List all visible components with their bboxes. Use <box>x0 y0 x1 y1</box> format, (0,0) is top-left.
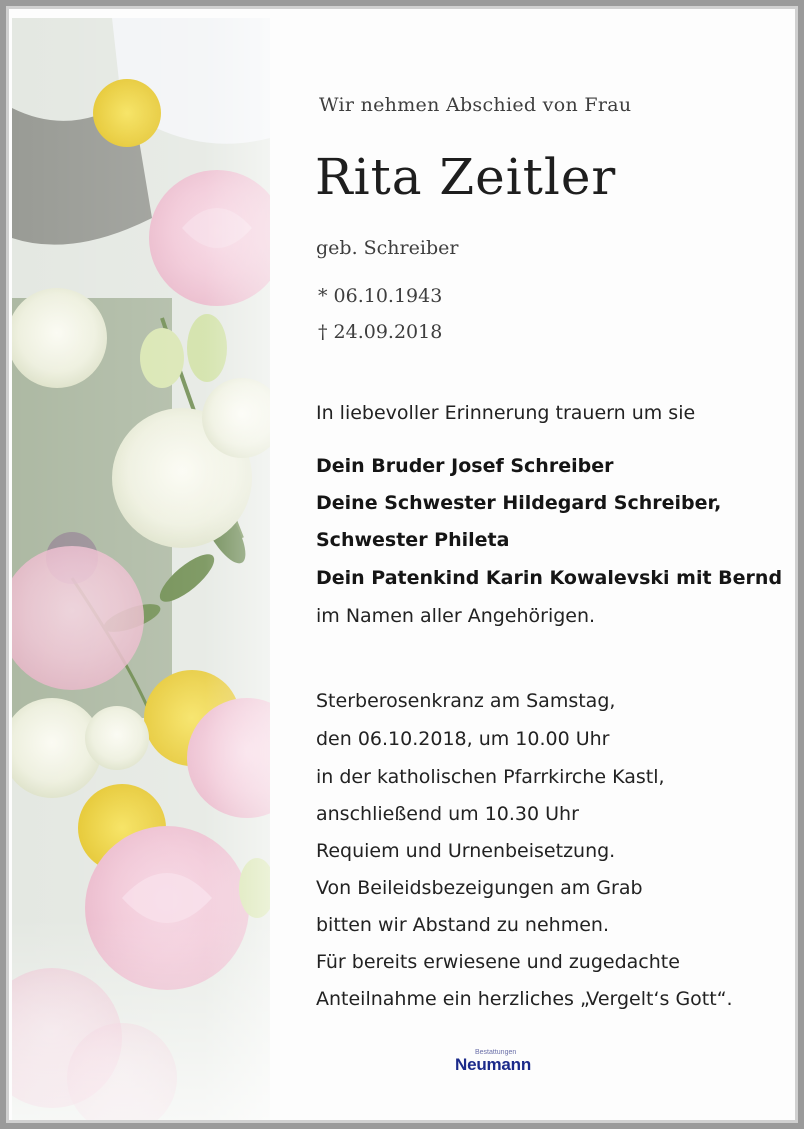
ceremony-line: bitten wir Abstand zu nehmen. <box>316 914 609 936</box>
logo-brand: Neumann <box>455 1055 532 1074</box>
maiden-name: geb. Schreiber <box>316 237 459 259</box>
mourning-intro: In liebevoller Erinnerung trauern um sie <box>316 402 696 424</box>
ceremony-line: in der katholischen Pfarrkirche Kastl, <box>316 766 665 788</box>
ceremony-line: Requiem und Urnenbeisetzung. <box>316 840 616 862</box>
ceremony-line: den 06.10.2018, um 10.00 Uhr <box>316 728 610 750</box>
funeral-home-logo <box>455 1047 545 1079</box>
ceremony-line: anschließend um 10.30 Uhr <box>316 803 579 825</box>
flower-photo <box>12 18 270 1122</box>
flower-illustration <box>12 18 270 1122</box>
ceremony-line: Sterberosenkranz am Samstag, <box>316 690 616 712</box>
ceremony-line: Anteilnahme ein herzliches „Vergelt‘s Gott“. <box>316 988 733 1010</box>
mourner-line: Schwester Phileta <box>316 529 510 551</box>
mourning-closing: im Namen aller Angehörigen. <box>316 605 596 627</box>
birth-date: * 06.10.1943 <box>318 285 443 307</box>
ceremony-line: Für bereits erwiesene und zugedachte <box>316 951 680 973</box>
death-date: † 24.09.2018 <box>318 321 443 343</box>
ceremony-line: Von Beileidsbezeigungen am Grab <box>316 877 643 899</box>
deceased-name: Rita Zeitler <box>315 148 617 206</box>
intro-line: Wir nehmen Abschied von Frau <box>319 94 632 116</box>
mourner-line: Dein Patenkind Karin Kowalevski mit Bernd <box>316 567 783 589</box>
mourner-line: Deine Schwester Hildegard Schreiber, <box>316 492 722 514</box>
logo-tagline: Bestattungen <box>475 1049 517 1056</box>
mourner-line: Dein Bruder Josef Schreiber <box>316 455 614 477</box>
